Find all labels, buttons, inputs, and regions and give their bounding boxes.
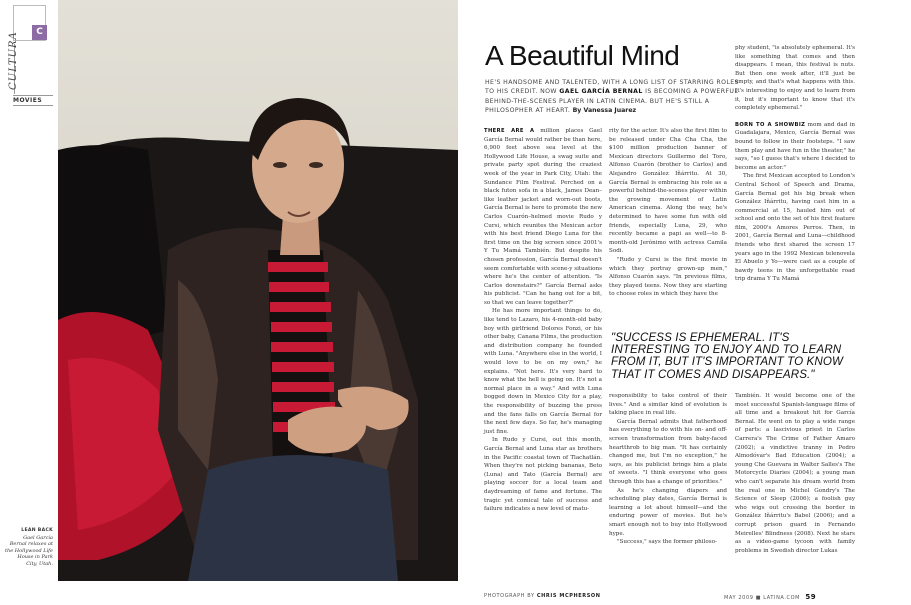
issue-date: MAY 2009 bbox=[724, 595, 754, 601]
article-column-2-lower bbox=[609, 392, 727, 587]
article-title: A Beautiful Mind bbox=[485, 40, 680, 71]
photo-caption bbox=[5, 528, 53, 567]
byline: By Vanessa Juarez bbox=[572, 107, 637, 115]
article-column-3-lower bbox=[735, 392, 855, 587]
paragraph: BORN TO A SHOWBIZ mom and dad in Guadalajara, Mexico, García Bernal was bound to follow in their footsteps. "I saw them play and have fun in the theater," he says, "so I guess that's where I decided to become an actor." bbox=[735, 121, 855, 171]
article-column-1 bbox=[484, 127, 602, 587]
paragraph: As he's changing diapers and scheduling play dates, García Bernal is learning a lot about himself—and the enduring power of movies. But he's smart enough not to buy into Hollywood hype. bbox=[609, 487, 727, 537]
paragraph: rity for the actor. It's also the first film to be released under Cha Cha Cha, the $100 million production banner of Mexican directors Guillermo del Toro, Alfonso Cuarón (brother to Carlos) and Alejandro González Iñárritu. At 30, García Bernal is embracing his role as a powerful behind-the-scenes player within the growing movement of Latin American cinema. Along the way, he's determined to have some fun with old friends, especially Luna, 29, who recently became a papi as well—to 8-month-old Jerónimo with actress Camila Sodi. bbox=[609, 128, 727, 255]
page-footer bbox=[724, 593, 816, 601]
section-subhead: MOVIES bbox=[13, 95, 53, 106]
page-number: 59 bbox=[805, 593, 817, 601]
paragraph: responsibility to take control of their lives." And a similar kind of evolution is taking place in real life. bbox=[609, 393, 727, 417]
section-name: CULTURA bbox=[8, 31, 19, 90]
paragraph: He has more important things to do, like tend to Lazaro, his 4-month-old baby boy with girlfriend Dolores Fonzi, or his other baby, Canana Films, the production and distribution company he founded with Luna. "Anywhere else in the world, I would love to be on my own," he explains. "Not here. It's very hard to know what the hell is going on. It's not a normal place in a way." And with Luna bogged down in Mexico City for a play, the responsibility of buzzing the press and the fans falls on García Bernal for the next few days. So far, he's managing just fine. bbox=[484, 308, 602, 435]
paragraph: También. It would become one of the most successful Spanish-language films of all time and a breakout hit for García Bernal. He went on to play a wide range of parts: a lascivious priest in Carlos Carrera's The Crime of Father Amaro (2002); a vindictive tranny in Pedro Almodóvar's Bad Education (2004); a young Che Guevara in Walter Salles's The Motorcycle Diaries (2004); a young man who can't separate his dream world from the real one in Michel Gondry's The Science of Sleep (2006); a foolish guy who wigs out crossing the border in González Iñárritu's Babel (2006); and a corrupt prison guard in Fernando Meirelles' Blindness (2008). Next he stars as a video-game tycoon with family problems in Swedish director Lukas bbox=[735, 393, 855, 554]
paragraph: The first Mexican accepted to London's Central School of Speech and Drama, García Bernal got his big break when González Iñárritu, having cast him in a commercial at 15, hauled him out of school and onto the set of his first feature film, 2000's Amores Perros. Then, in 2001, García Bernal and Luna—childhood friends who first shared the screen 17 years ago in the 1992 Mexican telenovela El Abuelo y Yo—were cast as a couple of bawdy teens in the unforgettable road trip drama Y Tu Mamá bbox=[735, 173, 856, 283]
caption-text: Gael García Bernal relaxes at the Hollywood Life House in Park City, Utah. bbox=[5, 534, 53, 567]
paragraph: phy student, "is absolutely ephemeral. It's like something that comes and then disappears. I mean, this festival is nuts. But then one week after, it'll just be empty, and that's what happens with this. It's interesting to enjoy and to learn from it, but it's important to know that it's completely ephemeral." bbox=[735, 45, 855, 112]
caption-head: LEAN BACK bbox=[21, 528, 53, 533]
site-name: LATINA.COM bbox=[763, 595, 801, 601]
pull-quote: "SUCCESS IS EPHEMERAL. IT'S INTERESTING TO ENJOY AND TO LEARN FROM IT, BUT IT'S IMPORTANT TO KNOW THAT IT COMES AND DISAPPEARS." bbox=[611, 331, 844, 381]
paragraph: García Bernal admits that fatherhood has everything to do with his on- and off-screen transformation from baby-faced heartthrob to big man. "It has certainly changed me, but I'm no exception," he says, as his publicist brings him a plate of sweets. "I think everyone who goes through this has a change of priorities." bbox=[609, 418, 727, 485]
paragraph: THERE ARE A million places Gael García Bernal would rather be than here, 6,900 feet above sea level at the Hollywood Life House, a swag suite and private party spot during the craziest week of the year in Park City, Utah: the Sundance Film Festival. Perched on a black futon sofa in a black, James Dean–like leather jacket and worn-out boots, García Bernal is here to promote the new Carlos Cuarón–helmed movie Rudo y Cursi, which reunites the Mexican actor with his best friend Diego Luna for the first time on the big screen since 2001's Y Tu Mamá También. But despite his chosen profession, García Bernal doesn't seem comfortable with scene-y situations where he's the center of attention. "Is Carlos downstairs?" García Bernal asks his publicist. "Can he hang out for a bit, so that we can leave together?" bbox=[484, 128, 602, 306]
paragraph: "Success," says the former philoso- bbox=[617, 539, 717, 546]
paragraph: "Rudo y Cursi is the first movie in which they portray grown-up men," Alfonso Cuarón says. "In previous films, they played teens. Now they are starting to choose roles in which they have the bbox=[609, 256, 727, 298]
portrait-illustration bbox=[58, 0, 458, 581]
photo-credit: PHOTOGRAPH BY CHRIS MCPHERSON bbox=[484, 593, 601, 599]
footer-bullet: ■ bbox=[755, 595, 764, 601]
subhead-lead-in: BORN TO A SHOWBIZ bbox=[735, 121, 806, 128]
section-letter-badge: C bbox=[32, 25, 47, 40]
article-column-3 bbox=[735, 44, 855, 327]
portrait-photo bbox=[58, 0, 458, 581]
paragraph: In Rudo y Cursi, out this month, García Bernal and Luna star as brothers in the Pacific coastal town of Tlachatlán. When they're not picking bananas, Beto (Luna) and Tato (García Bernal) are playing soccer for a local team and daydreaming of fame and fortune. The tragic yet comical tale of success and failure indicates a new level of matu- bbox=[484, 437, 602, 513]
article-column-2 bbox=[609, 127, 727, 327]
lead-in: THERE ARE A bbox=[484, 128, 535, 134]
section-sidebar bbox=[0, 0, 58, 605]
article-deck: HE'S HANDSOME AND TALENTED, WITH A LONG LIST OF STARRING ROLES TO HIS CREDIT. NOW GAEL GARCÍA BERNAL IS BECOMING A POWERFUL BEHIND-THE-SCENES PLAYER IN LATIN CINEMA. BUT HE'S STILL A PHILOSOPHER AT HEART. By Vanessa Juarez bbox=[485, 79, 739, 115]
